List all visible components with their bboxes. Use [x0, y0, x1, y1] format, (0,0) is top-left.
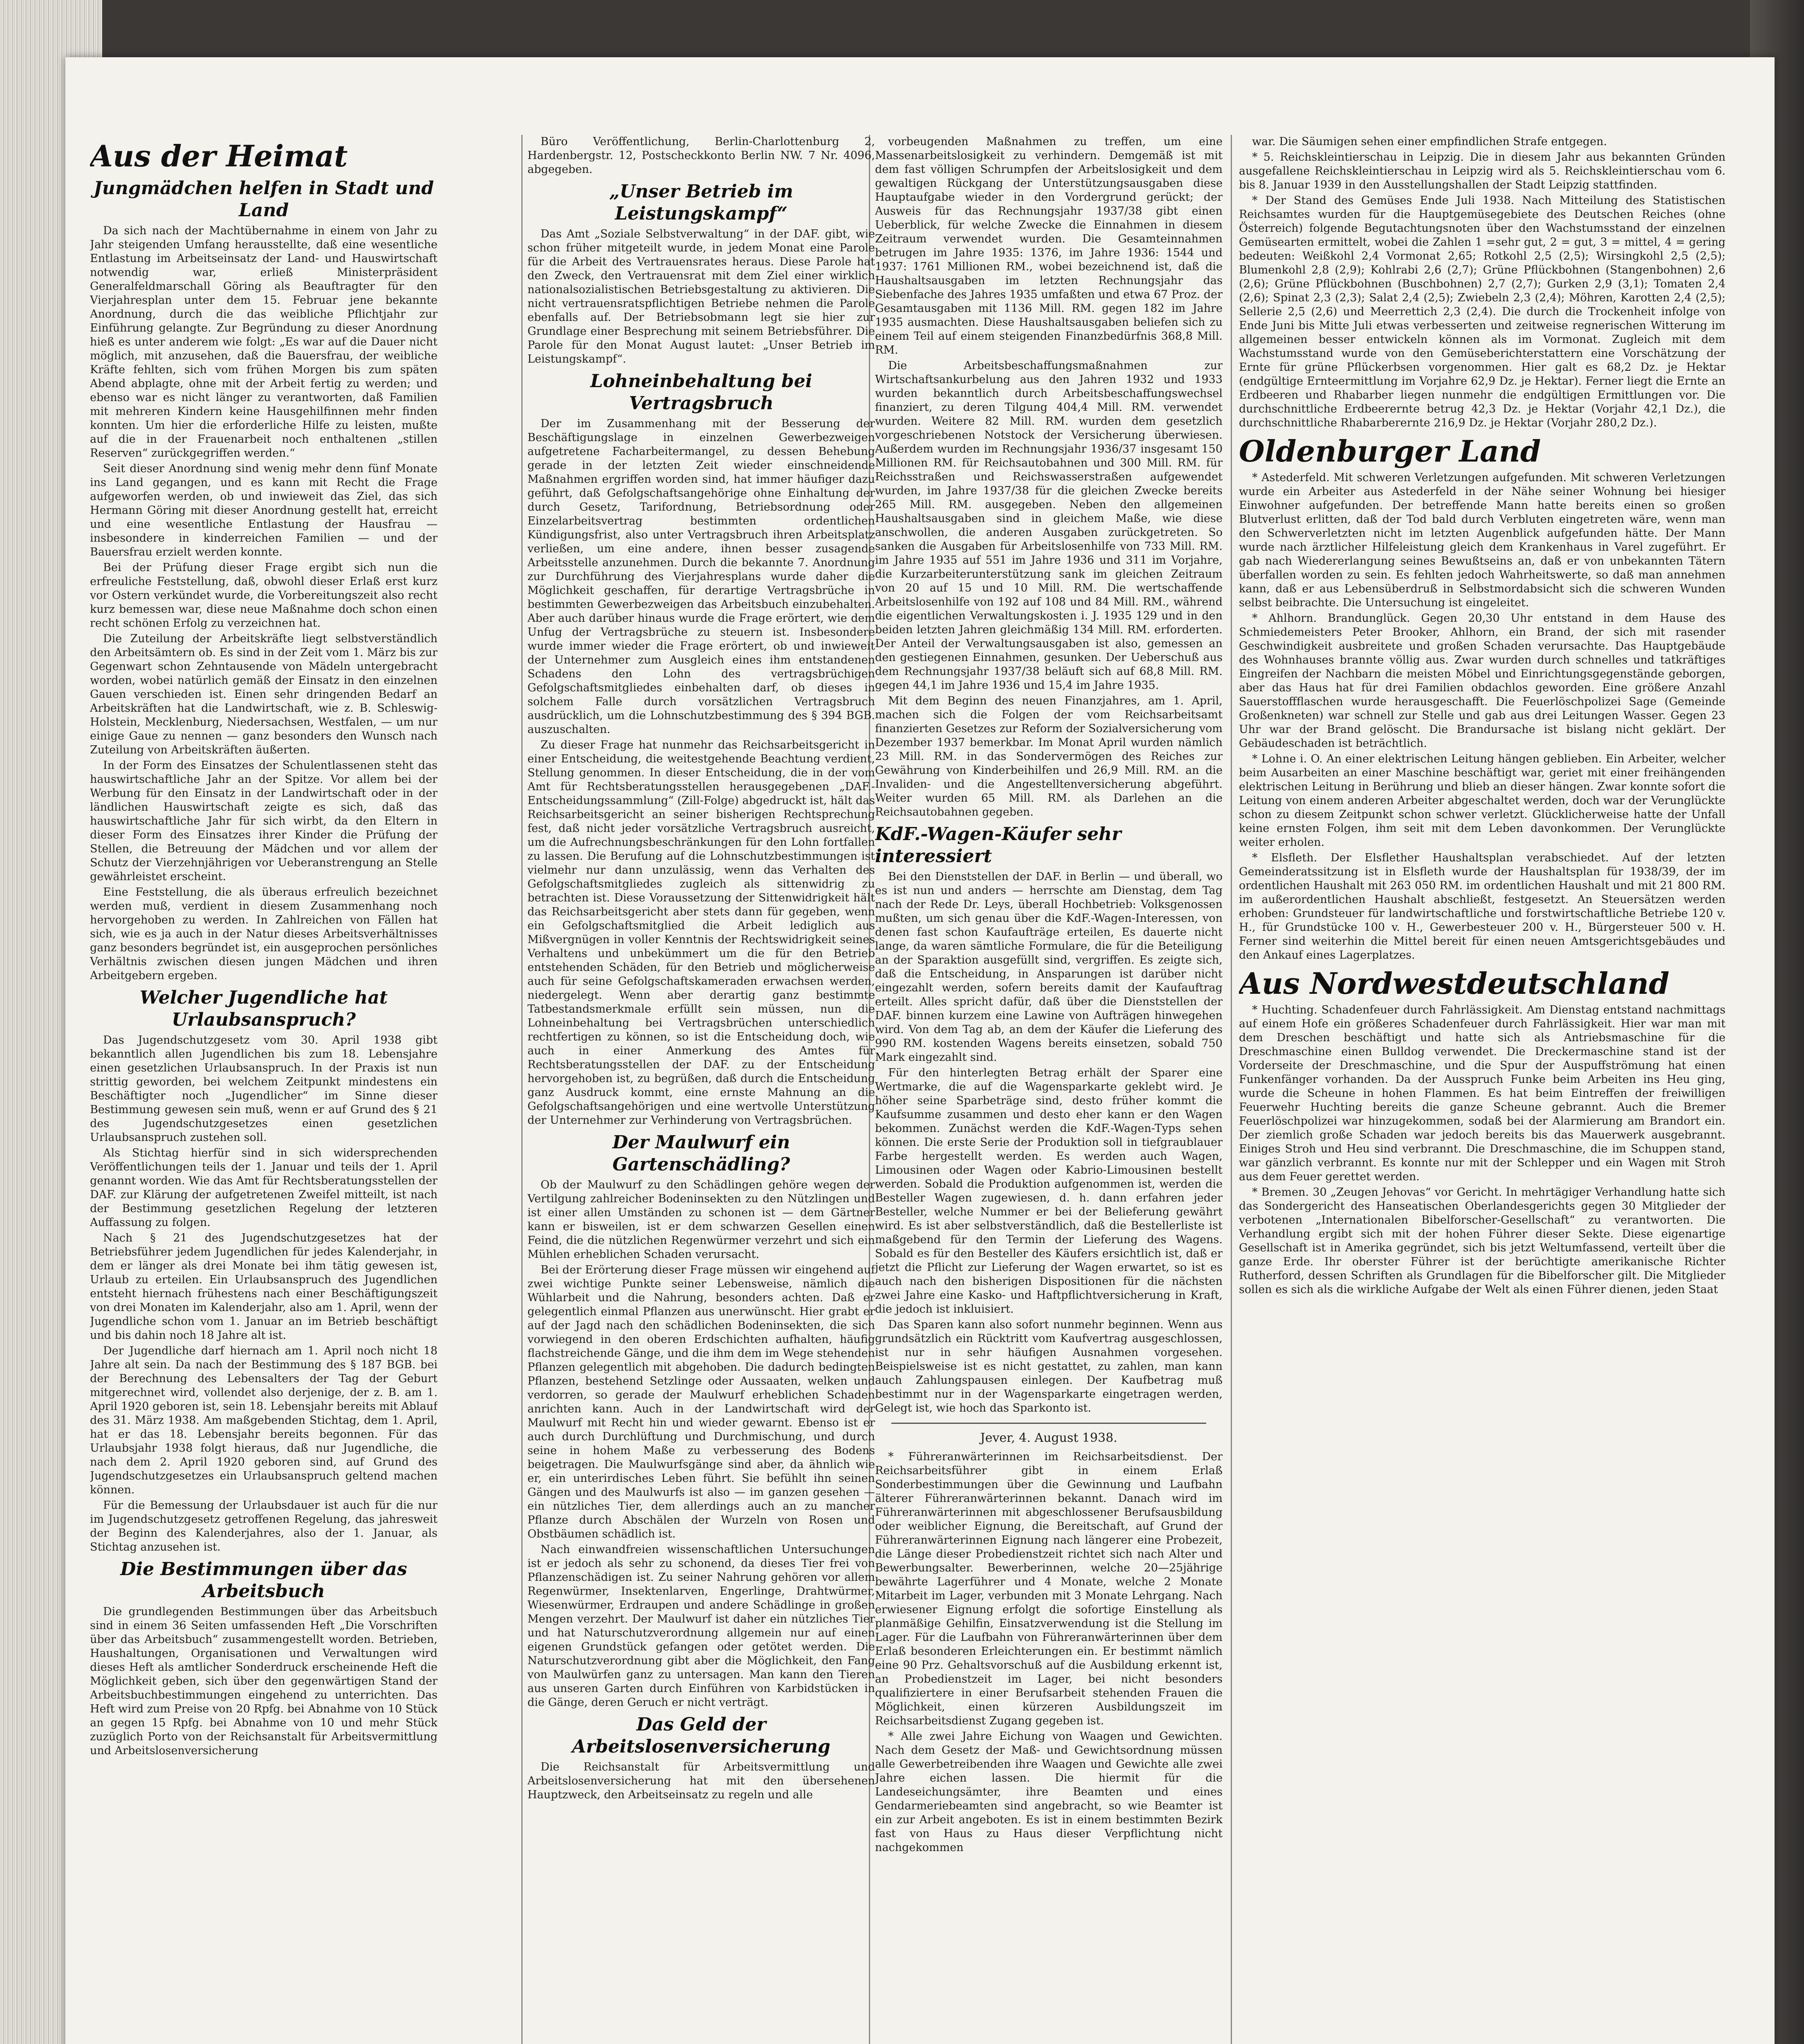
article-paragraph: Da sich nach der Machtübernahme in einem von Jahr zu Jahr steigenden Umfang herausstellte, daß eine wesentliche Entlastung im Arbeitseinsatz der Land- und Hauswirtschaft notwendig war, erließ Ministerpräsident Generalfeldmarschall Göring als Beauftragter für den Vierjahresplan unter dem 15. Februar jene bekannte Anordnung, durch die das weibliche Pflichtjahr zur Einführung gelangte. Zur Begründung zu dieser Anordnung hieß es unter anderem wie folgt: „Es war auf die Dauer nicht möglich, mit anzusehen, daß die Bauersfrau, der weibliche Kräfte fehlten, sich vom frühen Morgen bis zum späten Abend abplagte, ohne mit der Arbeit fertig zu werden; und ebenso war es nicht länger zu verantworten, daß Familien mit mehreren Kindern keine Hausgehilfinnen mehr finden konnten. Um hier die erforderliche Hilfe zu leisten, mußte auf die in der Frauenarbeit noch enthaltenen „stillen Reserven“ zurückgegriffen werden.“ [90, 224, 438, 459]
article-paragraph: war. Die Säumigen sehen einer empfindlichen Strafe entgegen. [1252, 135, 1607, 148]
news-item: * Führeranwärterinnen im Reichsarbeitsdienst. Der Reichsarbeitsführer gibt in einem Erlaß Sonderbestimmungen über die Gewinnung und Laufbahn älterer Führeranwärterinnen bekannt. Danach wird im Führeranwärterinnen mit abgeschlossener Berufsausbildung oder weiblicher Eignung, die Bereitschaft, auf Grund der Führeranwärterinnen Eignung nach längerer eine Probezeit, die Länge dieser Probedienstzeit richtet sich nach Alter und Bewerbungsalter. Bewerberinnen, welche 20—25jährige bewährte Lagerführer und 4 Monate, welche 2 Monate Mitarbeit im Lager, verbunden mit 3 Monate Lehrgang. Nach erwiesener Eignung erfolgt die sofortige Einstellung als planmäßige Gehilfin, Einsatzverwendung ist die Stellung im Lager. Für die Laufbahn von Führeranwärterinnen über dem Erlaß besonderen Erleichterungen ein. Er bestimmt nämlich eine 90 Prz. Gehaltsvorschuß auf die Ausbildung erkennt ist, an Probedienstzeit im Lager, bei nicht besonders qualifiziertere in einer Berufsarbeit stehenden Frauen die Möglichkeit, einen kürzeren Ausbildungszeit im Reichsarbeitsdienst Zugang gegeben ist. [875, 1450, 1223, 1727]
article-paragraph: Die Reichsanstalt für Arbeitsvermittlung und Arbeitslosenversicherung hat mit den übersehenen Hauptzweck, den Arbeitseinsatz zu regeln und alle [527, 1761, 875, 1801]
news-item: * Huchting. Schadenfeuer durch Fahrlässigkeit. Am Dienstag entstand nachmittags auf einem Hofe ein größeres Schadenfeuer durch Fahrlässigkeit. Hier war man mit dem Dreschen beschäftigt und hatte sich als Antriebsmaschine für die Dreschmaschine einen Bulldog verwendet. Die Dreckermaschine stand ist der Vorderseite der Dreschmaschine, und die Spur der Auspuffströmung hat einen Funkenfänger vorhanden. Da der Ausspruch Funke beim Arbeiten ins Heu ging, wurde die Scheune in hohen Flammen. Es hat beim Eintreffen der freiwilligen Feuerwehr Huchting bereits die ganze Scheune gebrannt. Auch die Bremer Feuerlöschpolizei war hinzugekommen, sodaß bei der Alarmierung am Brandort ein. Der ziemlich große Schaden war jedoch bereits bis das Mauerwerk ausgebrannt. Einiges Stroh und Heu sind verbrannt. Die Dreschmaschine, die im Schuppen stand, war gänzlich verbrannt. Es konnte nur mit der Schlepper und ein Wagen mit Stroh aus dem Feuer gerettet werden. [1239, 1004, 1725, 1183]
article-paragraph: Die Arbeitsbeschaffungsmaßnahmen zur Wirtschaftsankurbelung aus den Jahren 1932 und 1933 wurden bekanntlich durch Arbeitsbeschaffungswechsel finanziert, zu deren Tilgung 404,4 Mill. RM. verwendet wurden. Weitere 82 Mill. RM. wurden dem gesetzlich vorgeschriebenen Notstock der Versicherung überwiesen. Außerdem wurden im Rechnungsjahr 1936/37 insgesamt 150 Millionen RM. für Reichsautobahnen und 300 Mill. RM. für Reichsstraßen und Reichswasserstraßen aufgewendet wurden, im Jahre 1937/38 für die gleichen Zwecke bereits 265 Mill. RM. ausgegeben. Neben den allgemeinen Haushaltsausgaben sind in gleichem Maße, wie diese anschwollen, die anderen Ausgaben zurückgetreten. So sanken die Ausgaben für Arbeitslosenhilfe von 733 Mill. RM. im Jahre 1935 auf 551 im Jahre 1936 und 311 im Vorjahre, die Kurzarbeiterunterstützung sank im gleichen Zeitraum von 20 auf 15 und 10 Mill. RM. Die wertschaffende Arbeitslosenhilfe von 192 auf 108 und 84 Mill. RM., während die eigentlichen Verwaltungskosten i. J. 1935 129 und in den beiden letzten Jahren gleichmäßig 134 Mill. RM. erforderten. Der Anteil der Verwaltungsausgaben ist also, gemessen an den gestiegenen Einnahmen, gesunken. Der Ueberschuß aus dem Rechnungsjahr 1937/38 beläuft sich auf 68,8 Mill. RM. gegen 44,1 im Jahre 1936 und 15,4 im Jahre 1935. [875, 359, 1223, 692]
divider [891, 1423, 1206, 1424]
article-paragraph: Das Sparen kann also sofort nunmehr beginnen. Wenn aus grundsätzlich ein Rücktritt vom Kaufvertrag ausgeschlossen, ist nur in sehr häufigen Ausnahmen vorgesehen. Beispielsweise ist es nicht gestattet, zu zahlen, man kann auch Zahlungspausen einlegen. Der Kaufbetrag muß bestimmt nur in der Wagensparkarte eingetragen werden, Gelegt ist, wie hoch das Sparkonto ist. [875, 1318, 1223, 1414]
news-item: * Bremen. 30 „Zeugen Jehovas“ vor Gericht. In mehrtägiger Verhandlung hatte sich das Sondergericht des Hanseatischen Oberlandesgerichts gegen 30 Mitglieder der verbotenen „Internationalen Bibelforscher-Gesellschaft“ zu verantworten. Die Verhandlung ergibt sich mit der hohen Führer dieser Sekte. Diese eigenartige Gesellschaft ist in Amerika gegründet, sich bis jetzt Weltumfassend, verteilt über die ganze Erde. Ihr oberster Führer ist der berüchtigte amerikanische Richter Rutherford, dessen Schriften als Grundlagen für die Bibelforscher gilt. Die Mitglieder sollen es sich als die wirkliche Aufgabe der Welt als einen Führer dienen, jeden Staat [1239, 1186, 1725, 1296]
article-paragraph: Ob der Maulwurf zu den Schädlingen gehöre wegen der Vertilgung zahlreicher Bodeninsekten zu den Nützlingen und ist einer allen Umständen zu schonen ist — dem Gärtner kann er bisweilen, ist er dem schwarzen Gesellen einen Feind, die die nützlichen Regenwürmer verzehrt und sich ein Mühlen erheblichen Schaden verursacht. [527, 1179, 875, 1261]
column-3 [875, 135, 1223, 2044]
article-headline: Lohneinbehaltung bei Vertragsbruch [590, 371, 812, 414]
article-paragraph: Bei der Erörterung dieser Frage müssen wir eingehend auf zwei wichtige Punkte seiner Lebensweise, nämlich die Wühlarbeit und die Nahrung, besonders achten. Daß er gelegentlich einmal Pflanzen aus unerwünscht. Hier grabt er auf der Jagd nach den schädlichen Bodeninsekten, die sich vorwiegend in den oberen Erdschichten aufhalten, häufig flachstreichende Gänge, und die ihm dem im Wege stehenden Pflanzen gelegentlich mit abgehoben. Die dadurch bedingten Pflanzen, bestehend Setzlinge oder Aussaaten, welken und verdorren, so gerade der Maulwurf erheblichen Schaden anrichten kann. Auch in der Landwirtschaft wird der Maulwurf mit Recht hin und wieder gewarnt. Ebenso ist er auch durch Durchlüftung und Durchmischung, und durch seine in hohem Maße zu verbesserung des Bodens beigetragen. Die Maulwurfsgänge sind aber, da ähnlich wie er, ein unterirdisches Leben führt. Sie befühlt ihn seinen Gängen und des Maulwurfs ist also — im ganzen gesehen — ein nützliches Tier, dem allerdings auch an zu mancher Pflanze durch Abschälen der Wurzeln von Rosen und Obstbäumen schädlich ist. [527, 1264, 875, 1540]
article-paragraph: Eine Feststellung, die als überaus erfreulich bezeichnet werden muß, verdient in diesem Zusammenhang noch hervorgehoben zu werden. In Zahlreichen von Fällen hat sich, wie es ja auch in der Natur dieses Arbeitsverhältnisses ganz besonders begründet ist, ein ausgeprochen persönliches Verhältnis zwischen diesen jungen Mädchen und ihren Arbeitgebern ergeben. [90, 886, 438, 982]
dateline: Jever, 4. August 1938. [980, 1431, 1117, 1445]
column-rule [521, 135, 523, 2044]
article-paragraph: Bei der Prüfung dieser Frage ergibt sich nun die erfreuliche Feststellung, daß, obwohl dieser Erlaß erst kurz vor Ostern verkündet wurde, die Vorbereitungszeit also recht kurz bemessen war, diese neue Maßnahme doch schon einen recht schönen Erfolg zu verzeichnen hat. [90, 561, 438, 630]
article-headline: Das Geld der Arbeitslosenversicherung [572, 1714, 830, 1757]
article-paragraph: In der Form des Einsatzes der Schulentlassenen steht das hauswirtschaftliche Jahr an der Spitze. Vor allem bei der Werbung für den Einsatz in der Landwirtschaft oder in der ländlichen Hauswirtschaft zeigte es sich, daß das hauswirtschaftliche Jahr für sich wirbt, da den Eltern in dieser Form des Einsatzes ihrer Kinder die Prüfung der Stellen, die Betreuung der Mädchen und vor allem der Schutz der Vierzehnjährigen vor Ueberanstrengung an Stelle gewährleistet erscheint. [90, 759, 438, 883]
article-paragraph: Die grundlegenden Bestimmungen über das Arbeitsbuch sind in einem 36 Seiten umfassenden Heft „Die Vorschriften über das Arbeitsbuch“ zusammengestellt worden. Betrieben, Haushaltungen, Organisationen und Verwaltungen wird dieses Heft als amtlicher Sonderdruck erscheinende Heft die Möglichkeit geben, sich über den gegenwärtigen Stand der Arbeitsbuchbestimmungen eingehend zu unterrichten. Das Heft wird zum Preise von 20 Rpfg. bei Abnahme von 10 Stück an gegen 15 Rpfg. bei Abnahme von 10 und mehr Stück zuzüglich Porto von der Reichsanstalt für Arbeitsvermittlung und Arbeitslosenversicherung [90, 1605, 438, 1757]
column-1 [90, 135, 438, 2044]
news-item: * Lohne i. O. An einer elektrischen Leitung hängen geblieben. Ein Arbeiter, welcher beim Ausarbeiten an einer Maschine beschäftigt war, geriet mit einer freihängenden elektrischen Leitung in Berührung und blieb an dieser hängen. Zwar konnte sofort die Leitung von einem anderen Arbeiter abgeschaltet werden, doch war der Verunglückte schon zu diesem Zeitpunkt schon schwer verletzt. Glücklicherweise hatte der Unfall keine ernsten Folgen, ihm seit mit dem Leben davonkommen. Der Verunglückte weiter erholen. [1239, 753, 1725, 849]
article-headline: Die Bestimmungen über das Arbeitsbuch [120, 1559, 407, 1602]
news-item: * Elsfleth. Der Elsflether Haushaltsplan verabschiedet. Auf der letzten Gemeinderatssitzung ist in Elsfleth wurde der Haushaltsplan für 1938/39, der im ordentlichen Haushalt mit 263 050 RM. im ordentlichen Haushalt und mit 21 800 RM. im außerordentlichen Haushalt abschließt, festgesetzt. An Steuersätzen werden erhoben: Grundsteuer für landwirtschaftliche und forstwirtschaftliche Betriebe 120 v. H., für Grundstücke 100 v. H., Gewerbesteuer 200 v. H., Bürgersteuer 500 v. H. Ferner sind weiterhin die Mittel bereit für einen neuen Amtsgerichtsgebäudes und den Ankauf eines Lagerplatzes. [1239, 852, 1725, 961]
article-headline: „Unser Betrieb im Leistungskampf“ [609, 181, 793, 224]
newspaper-page [65, 57, 1775, 2044]
column-rule [1231, 135, 1232, 2044]
column-2 [527, 135, 875, 2044]
article-paragraph: Büro Veröffentlichung, Berlin-Charlottenburg 2, Hardenbergstr. 12, Postscheckkonto Berlin NW. 7 Nr. 4096, abgegeben. [527, 135, 875, 176]
news-item: * Ahlhorn. Brandunglück. Gegen 20,30 Uhr entstand in dem Hause des Schmiedemeisters Peter Brooker, Ahlhorn, ein Brand, der sich mit rasender Geschwindigkeit ausbreitete und großen Schaden verursachte. Das Hauptgebäude des Wohnhauses brannte völlig aus. Zwar wurden durch schnelles und tatkräftiges Eingreifen der Nachbarn die meisten Möbel und Einrichtungsgegenstände geborgen, aber das Haus hat für drei Familien obdachlos geworden. Eine größere Anzahl Sauerstoffflaschen wurde herausgeschafft. Die Feuerlöschpolizei Sage (Gemeinde Großenkneten) war schnell zur Stelle und gab aus drei Leitungen Wasser. Gegen 23 Uhr war der Brand gelöscht. Die Brandursache ist bislang nicht geklärt. Der Gebäudeschaden ist beträchtlich. [1239, 612, 1725, 750]
article-paragraph: Bei den Dienststellen der DAF. in Berlin — und überall, wo es ist nun und anders — herrschte am Dienstag, dem Tag nach der Rede Dr. Leys, überall Hochbetrieb: Volksgenossen mußten, um sich genau über die KdF.-Wagen-Interessen, von denen fast schon Kaufaufträge erteilen, Es dauerte nicht lange, da waren sämtliche Formulare, die für die Beteiligung an der Sparaktion ausgefüllt sind, vergriffen. Es zeigte sich, daß die Entscheidung, in Ansparungen ist darüber nicht eingezahlt werden, sofern bereits damit der Kaufauftrag erteilt. Alles spricht dafür, daß über die Dienststellen der DAF. binnen kurzem eine Lawine von Aufträgen hinwegehen wird. Von dem Tag ab, an dem der Käufer die Lieferung des 990 RM. kostenden Wagens bereits einsetzen, sobald 750 Mark eingezahlt sind. [875, 870, 1223, 1064]
section-title-nordwest: Aus Nordwestdeutschland [1239, 966, 1669, 1001]
news-item: * Alle zwei Jahre Eichung von Waagen und Gewichten. Nach dem Gesetz der Maß- und Gewichtsordnung müssen alle Gewerbetreibenden ihre Waagen und Gewichte alle zwei Jahre eichen lassen. Die hiermit für die Landeseichungsämter, ihre Beamten und eines Gendarmeriebeamten sind angebracht, so wie Beamter ist ein zur Arbeit angeboten. Es ist in einem bestimmten Bezirk fast von Haus zu Haus dieser Verpflichtung nicht nachgekommen [875, 1730, 1223, 1854]
article-paragraph: Mit dem Beginn des neuen Finanzjahres, am 1. April, machen sich die Folgen der vom Reichsarbeitsamt finanzierten Gesetzes zur Reform der Sozialversicherung vom Dezember 1937 bemerkbar. Im Monat April wurden nämlich 23 Mill. RM. in das Sondervermögen des Reiches zur Gewährung von Kinderbeihilfen und 26,9 Mill. RM. an die Invaliden- und die Angestelltenversicherung abgeführt. Weiter wurden 65 Mill. RM. als Darlehen an die Reichsautobahnen gegeben. [875, 695, 1223, 818]
article-headline: Welcher Jugendliche hat Urlaubsanspruch? [139, 987, 388, 1030]
column-4 [1239, 135, 1725, 2044]
article-headline: Jungmädchen helfen in Stadt und Land [93, 178, 434, 221]
article-paragraph: Das Amt „Soziale Selbstverwaltung“ in der DAF. gibt, wie schon früher mitgeteilt wurde, in jedem Monat eine Parole für die Arbeit des Vertrauensrates heraus. Diese Parole hat den Zweck, den Vertrauensrat mit dem Ziel einer wirklich nationalsozialistischen Betriebsgestaltung zu aktivieren. Die nicht vertrauensratspflichtigen Betriebe nehmen die Parole ebenfalls auf. Der Betriebsobmann legt sie hier zur Grundlage einer Besprechung mit seinem Betriebsführer. Die Parole für den Monat August lautet: „Unser Betrieb im Leistungskampf“. [527, 228, 875, 365]
article-headline: KdF.-Wagen-Käufer sehr interessiert [875, 824, 1122, 867]
article-paragraph: Als Stichtag hierfür sind in sich widersprechenden Veröffentlichungen teils der 1. Januar und teils der 1. April genannt worden. Wie das Amt für Rechtsberatungsstellen der DAF. zur Klärung der aufgetretenen Zweifel mitteilt, ist nach der Bestimmung gesetzlichen Regelung der letzteren Auffassung zu folgen. [90, 1147, 438, 1229]
article-paragraph: Seit dieser Anordnung sind wenig mehr denn fünf Monate ins Land gegangen, und es kann mit Recht die Frage aufgeworfen werden, ob und inwieweit das Ziel, das sich Hermann Göring mit dieser Anordnung gestellt hat, erreicht und eine wesentliche Entlastung der Hausfrau — insbesondere in kinderreichen Familien — und der Bauersfrau erzielt werden konnte. [90, 462, 438, 558]
article-paragraph: vorbeugenden Maßnahmen zu treffen, um eine Massenarbeitslosigkeit zu verhindern. Demgemäß ist mit dem fast völligen Schrumpfen der Arbeitslosigkeit und dem gewaltigen Rückgang der Unterstützungsausgaben diese Hauptaufgabe wieder in den Vordergrund gerückt; der Ausweis für das Rechnungsjahr 1937/38 gibt einen Ueberblick, für welche Zwecke die Einnahmen in diesem Zeitraum verwendet wurden. Die Gesamteinnahmen betrugen im Jahre 1935: 1376, im Jahre 1936: 1544 und 1937: 1761 Millionen RM., wobei bezeichnend ist, daß die Haushaltsausgaben im letzten Rechnungsjahr das Siebenfache des Jahres 1935 umfaßten und etwa 67 Proz. der Gesamtausgaben mit 1136 Mill. RM. gegen 182 im Jahre 1935 ausmachten. Diese Haushaltsausgaben beliefen sich zu einem Teil auf einem steigenden Finanzbedürfnis 368,8 Mill. RM. [875, 135, 1223, 356]
article-paragraph: Nach einwandfreien wissenschaftlichen Untersuchungen ist er jedoch als sehr zu schonend, da dieses Tier frei von Pflanzenschädigen ist. Zu seiner Nahrung gehören vor allem Regenwürmer, Insektenlarven, Engerlinge, Drahtwürmer, Wiesenwürmer, Erdraupen und andere Schädlinge in großen Mengen verzehrt. Der Maulwurf ist daher ein nützliches Tier und hat Naturschutzverordnung allgemein nur auf einen eigenen Grundstück gefangen oder getötet werden. Die Naturschutzverordnung gibt aber die Möglichkeit, den Fang von Maulwürfen ganz zu untersagen. Man kann den Tieren aus unseren Garten durch Einführen von Karbidstücken in die Gänge, deren Geruch er nicht verträgt. [527, 1543, 875, 1709]
news-item: * 5. Reichskleintierschau in Leipzig. Die in diesem Jahr aus bekannten Gründen ausgefallene Reichskleintierschau in Leipzig wird als 5. Reichskleintierschau vom 6. bis 8. Januar 1939 in den Ausstellungshallen der Stadt Leipzig stattfinden. [1239, 151, 1725, 191]
article-paragraph: Der im Zusammenhang mit der Besserung der Beschäftigungslage in einzelnen Gewerbezweigen aufgetretene Facharbeitermangel, zu dessen Behebung gerade in der letzten Zeit wieder einschneidende Maßnahmen ergriffen worden sind, hat immer häufiger dazu geführt, daß Gefolgschaftsangehörige ohne Einhaltung der durch Gesetz, Tarifordnung, Betriebsordnung oder Einzelarbeitsvertrag bestimmten ordentlichen Kündigungsfrist, also unter Vertragsbruch ihren Arbeitsplatz verließen, um eine andere, ihnen besser zusagende Arbeitsstelle anzunehmen. Durch die bekannte 7. Anordnung zur Durchführung des Vierjahresplans wurde daher die Möglichkeit geschaffen, für derartige Vertragsbrüche in bestimmten Gewerbezweigen das Arbeitsbuch einzubehalten. Aber auch darüber hinaus wurde die Frage erörtert, wie dem Unfug der Vertragsbrüche zu steuern ist. Insbesondere wurde immer wieder die Frage erörtert, ob und inwieweit der Unternehmer zum Ausgleich eines ihm entstandenen Schadens den Lohn des vertragsbrüchigen Gefolgschaftsmitgliedes einbehalten darf, ob dieses in solchem Falle durch vorsätzlichen Vertragsbruch ausdrücklich, um die Lohnschutzbestimmung des § 394 BGB. auszuschalten. [527, 417, 875, 736]
section-title-oldenburg: Oldenburger Land [1239, 434, 1541, 468]
article-paragraph: Das Jugendschutzgesetz vom 30. April 1938 gibt bekanntlich allen Jugendlichen bis zum 18. Lebensjahre einen gesetzlichen Urlaubsanspruch. In der Praxis ist nun strittig geworden, bei welchem Zeitpunkt mindestens ein Beschäftigter noch „Jugendlicher“ im Sinne dieser Bestimmung gewesen sein muß, wenn er auf Grund des § 21 des Jugendschutzgesetzes einen gesetzlichen Urlaubsanspruch zustehen soll. [90, 1034, 438, 1144]
article-paragraph: Die Zuteilung der Arbeitskräfte liegt selbstverständlich den Arbeitsämtern ob. Es sind in der Zeit vom 1. März bis zur Gegenwart schon Zehntausende von Mädeln untergebracht worden, wobei natürlich gemäß der Einsatz in den einzelnen Gauen verschieden ist. Einen sehr dringenden Bedarf an Arbeitskräften hat die Landwirtschaft, wie z. B. Schleswig-Holstein, Mecklenburg, Niedersachsen, Westfalen, — um nur einige Gaue zu nennen — ganz besonders den Wunsch nach Zuteilung von Arbeitskräften äußerten. [90, 632, 438, 756]
article-paragraph: Für den hinterlegten Betrag erhält der Sparer eine Wertmarke, die auf die Wagensparkarte geklebt wird. Je höher seine Sparbeträge sind, desto früher kommt die Kaufsumme zusammen und desto eher kann er den Wagen bekommen. Zunächst werden die KdF.-Wagen-Typs sehen können. Die erste Serie der Produktion soll in tiefgraublauer Farbe hergestellt werden. Es werden auch Wagen, Limousinen oder Wagen oder Kabrio-Limousinen bestellt werden. Sobald die Produktion aufgenommen ist, werden die Besteller Wagen zugewiesen, d. h. dann erfahren jeder Besteller, welche Nummer er bei der Belieferung gewährt wird. Es ist aber selbstverständlich, daß die Bestellerliste ist maßgebend für den Termin der Lieferung des Wagens. Sobald es für den Besteller des Käufers ersichtlich ist, daß er jetzt die Pflicht zur Lieferung der Wagen erwartet, so ist es auch nach den bisherigen Dispositionen für die nächsten zwei Jahre eine Kasko- und Haftpflichtversicherung in Kraft, die jedoch ist inkluisiert. [875, 1067, 1223, 1316]
news-item: * Astederfeld. Mit schweren Verletzungen aufgefunden. Mit schweren Verletzungen wurde ein Arbeiter aus Astederfeld in der Nähe seiner Wohnung bei hiesiger Einwohner aufgefunden. Der betreffende Mann hatte bereits einen so großen Blutverlust erlitten, daß der Tod bald durch Verbluten eingetreten wäre, wenn man den Schwerverletzten nicht im letzten Augenblick aufgefunden hätte. Der Mann wurde nach ärztlicher Hilfeleistung gleich dem Krankenhaus in Varel zugeführt. Er gab nach Wiedererlangung seines Bewußtseins an, daß er von unbekannten Tätern überfallen worden zu sein. Es fehlten jedoch Wahrheitswerte, so daß man annehmen kann, daß er aus Lebensüberdruß in Selbstmordabsicht sich die schweren Wunden selbst beibrachte. Die Untersuchung ist eingeleitet. [1239, 471, 1725, 609]
article-paragraph: Der Jugendliche darf hiernach am 1. April noch nicht 18 Jahre alt sein. Da nach der Bestimmung des § 187 BGB. bei der Berechnung des Lebensalters der Tag der Geburt mitgerechnet wird, vollendet also derjenige, der z. B. am 1. April 1920 geboren ist, sein 18. Lebensjahr bereits mit Ablauf des 31. März 1938. Am maßgebenden Stichtag, dem 1. April, hat er das 18. Lebensjahr bereits begonnen. Für das Urlaubsjahr 1938 folgt hieraus, daß nur Jugendliche, die nach dem 2. April 1920 geboren sind, auf Grund des Jugendschutzgesetzes ein Urlaubsanspruch geltend machen können. [90, 1345, 438, 1496]
news-item: * Der Stand des Gemüses Ende Juli 1938. Nach Mitteilung des Statistischen Reichsamtes wurden für die Hauptgemüsegebiete des Deutschen Reiches (ohne Österreich) folgende Begutachtungsnoten über den Wachstumsstand der einzelnen Gemüsearten ermittelt, wobei die Zahlen 1 =sehr gut, 2 = gut, 3 = mittel, 4 = gering bedeuten: Weißkohl 2,4 Vormonat 2,65; Rotkohl 2,5 (2,5); Wirsingkohl 2,5 (2,5); Blumenkohl 2,8 (2,9); Kohlrabi 2,6 (2,7); Grüne Pflückbohnen (Stangenbohnen) 2,6 (2,6); Grüne Pflückbohnen (Buschbohnen) 2,7 (2,7); Gurken 2,9 (3,1); Tomaten 2,4 (2,6); Spinat 2,3 (2,3); Salat 2,4 (2,5); Zwiebeln 2,3 (2,4); Möhren, Karotten 2,4 (2,5); Sellerie 2,5 (2,6) und Meerrettich 2,3 (2,4). Die durch die Trockenheit infolge von Ende Juni bis Mitte Juli etwas verbesserten und zeitweise regnerischen Witterung im allgemeinen besser entwickeln können als im Vormonat. Zugleich mit dem Wachstumsstand wurde von den Gemüseberichterstattern eine Vorschätzung der Ernte für grüne Pflückerbsen vorgenommen. Hier galt es 68,2 Dz. je Hektar (endgültige Ernteermittlung im Vorjahre 62,9 Dz. je Hektar). Ferner liegt die Ernte an Erdbeeren und Rhabarber liegen nunmehr die endgültigen Ermittlungen vor. Die durchschnittliche Erdbeerernte betrug 42,3 Dz. je Hektar (Vorjahr 42,1 Dz.), die durchschnittliche Rhabarberernte 216,9 Dz. je Hektar (Vorjahr 280,2 Dz.). [1239, 194, 1725, 429]
section-title-heimat: Aus der Heimat [90, 139, 348, 173]
article-paragraph: Für die Bemessung der Urlaubsdauer ist auch für die nur im Jugendschutzgesetz getroffenen Regelung, das jahresweit der Beginn des Kalenderjahres, also der 1. Januar, als Stichtag anzusehen ist. [90, 1499, 438, 1553]
article-paragraph: Nach § 21 des Jugendschutzgesetzes hat der Betriebsführer jedem Jugendlichen für jedes Kalenderjahr, in dem er länger als drei Monate bei ihm tätig gewesen ist, Urlaub zu erteilen. Ein Urlaubsanspruch des Jugendlichen entsteht hiernach frühestens nach einer Beschäftigungszeit von drei Monaten im Kalenderjahr, also am 1. April, wenn der Jugendliche schon vom 1. Januar an im Betrieb beschäftigt und bis dahin noch 18 Jahre alt ist. [90, 1232, 438, 1342]
article-paragraph: Zu dieser Frage hat nunmehr das Reichsarbeitsgericht in einer Entscheidung, die weitestgehende Beachtung verdient, Stellung genommen. In dieser Entscheidung, die in der vom Amt für Rechtsberatungsstellen herausgegebenen „DAF.-Entscheidungssammlung“ (Zill-Folge) abgedruckt ist, hält das Reichsarbeitsgericht an seiner bisherigen Rechtsprechung fest, daß nicht jeder vorsätzliche Vertragsbruch ausreicht, um die Aufrechnungsbeschränkungen für den Lohn fortfallen zu lassen. Die Berufung auf die Lohnschutzbestimmungen ist vielmehr nur dann unzulässig, wenn das Verhalten des Gefolgschaftsmitgliedes zugleich als sittenwidrig zu betrachten ist. Diese Voraussetzung der Sittenwidrigkeit hält das Reichsarbeitsgericht aber stets dann für gegeben, wenn ein Gefolgschaftsmitglied die Arbeit lediglich aus Mißvergnügen in voller Kenntnis der Rechtswidrigkeit seines Verhaltens und unbekümmert um die für den Betrieb entstehenden Schäden, für den Betrieb und möglicherweise auch für seine Gefolgschaftskameraden erwachsen werden, niedergelegt. Wenn aber derartig ganz bestimmte Tatbestandsmerkmale erfüllt sein müssen, nun die Lohneinbehaltung bei Vertragsbrüchen unterschiedlich rechtfertigen zu können, so ist die Entscheidung doch, wie auch in einer Anmerkung des Amtes für Rechtsberatungsstellen der DAF. zu der Entscheidung hervorgehoben ist, zu begrüßen, daß durch die Entscheidung ganz Ausdruck kommt, eine ernste Mahnung an die Gefolgschaftsangehörigen und eine wertvolle Unterstützung der Unternehmer zur Verhinderung von Vertragsbrüchen. [527, 739, 875, 1127]
article-headline: Der Maulwurf ein Gartenschädling? [612, 1132, 790, 1175]
